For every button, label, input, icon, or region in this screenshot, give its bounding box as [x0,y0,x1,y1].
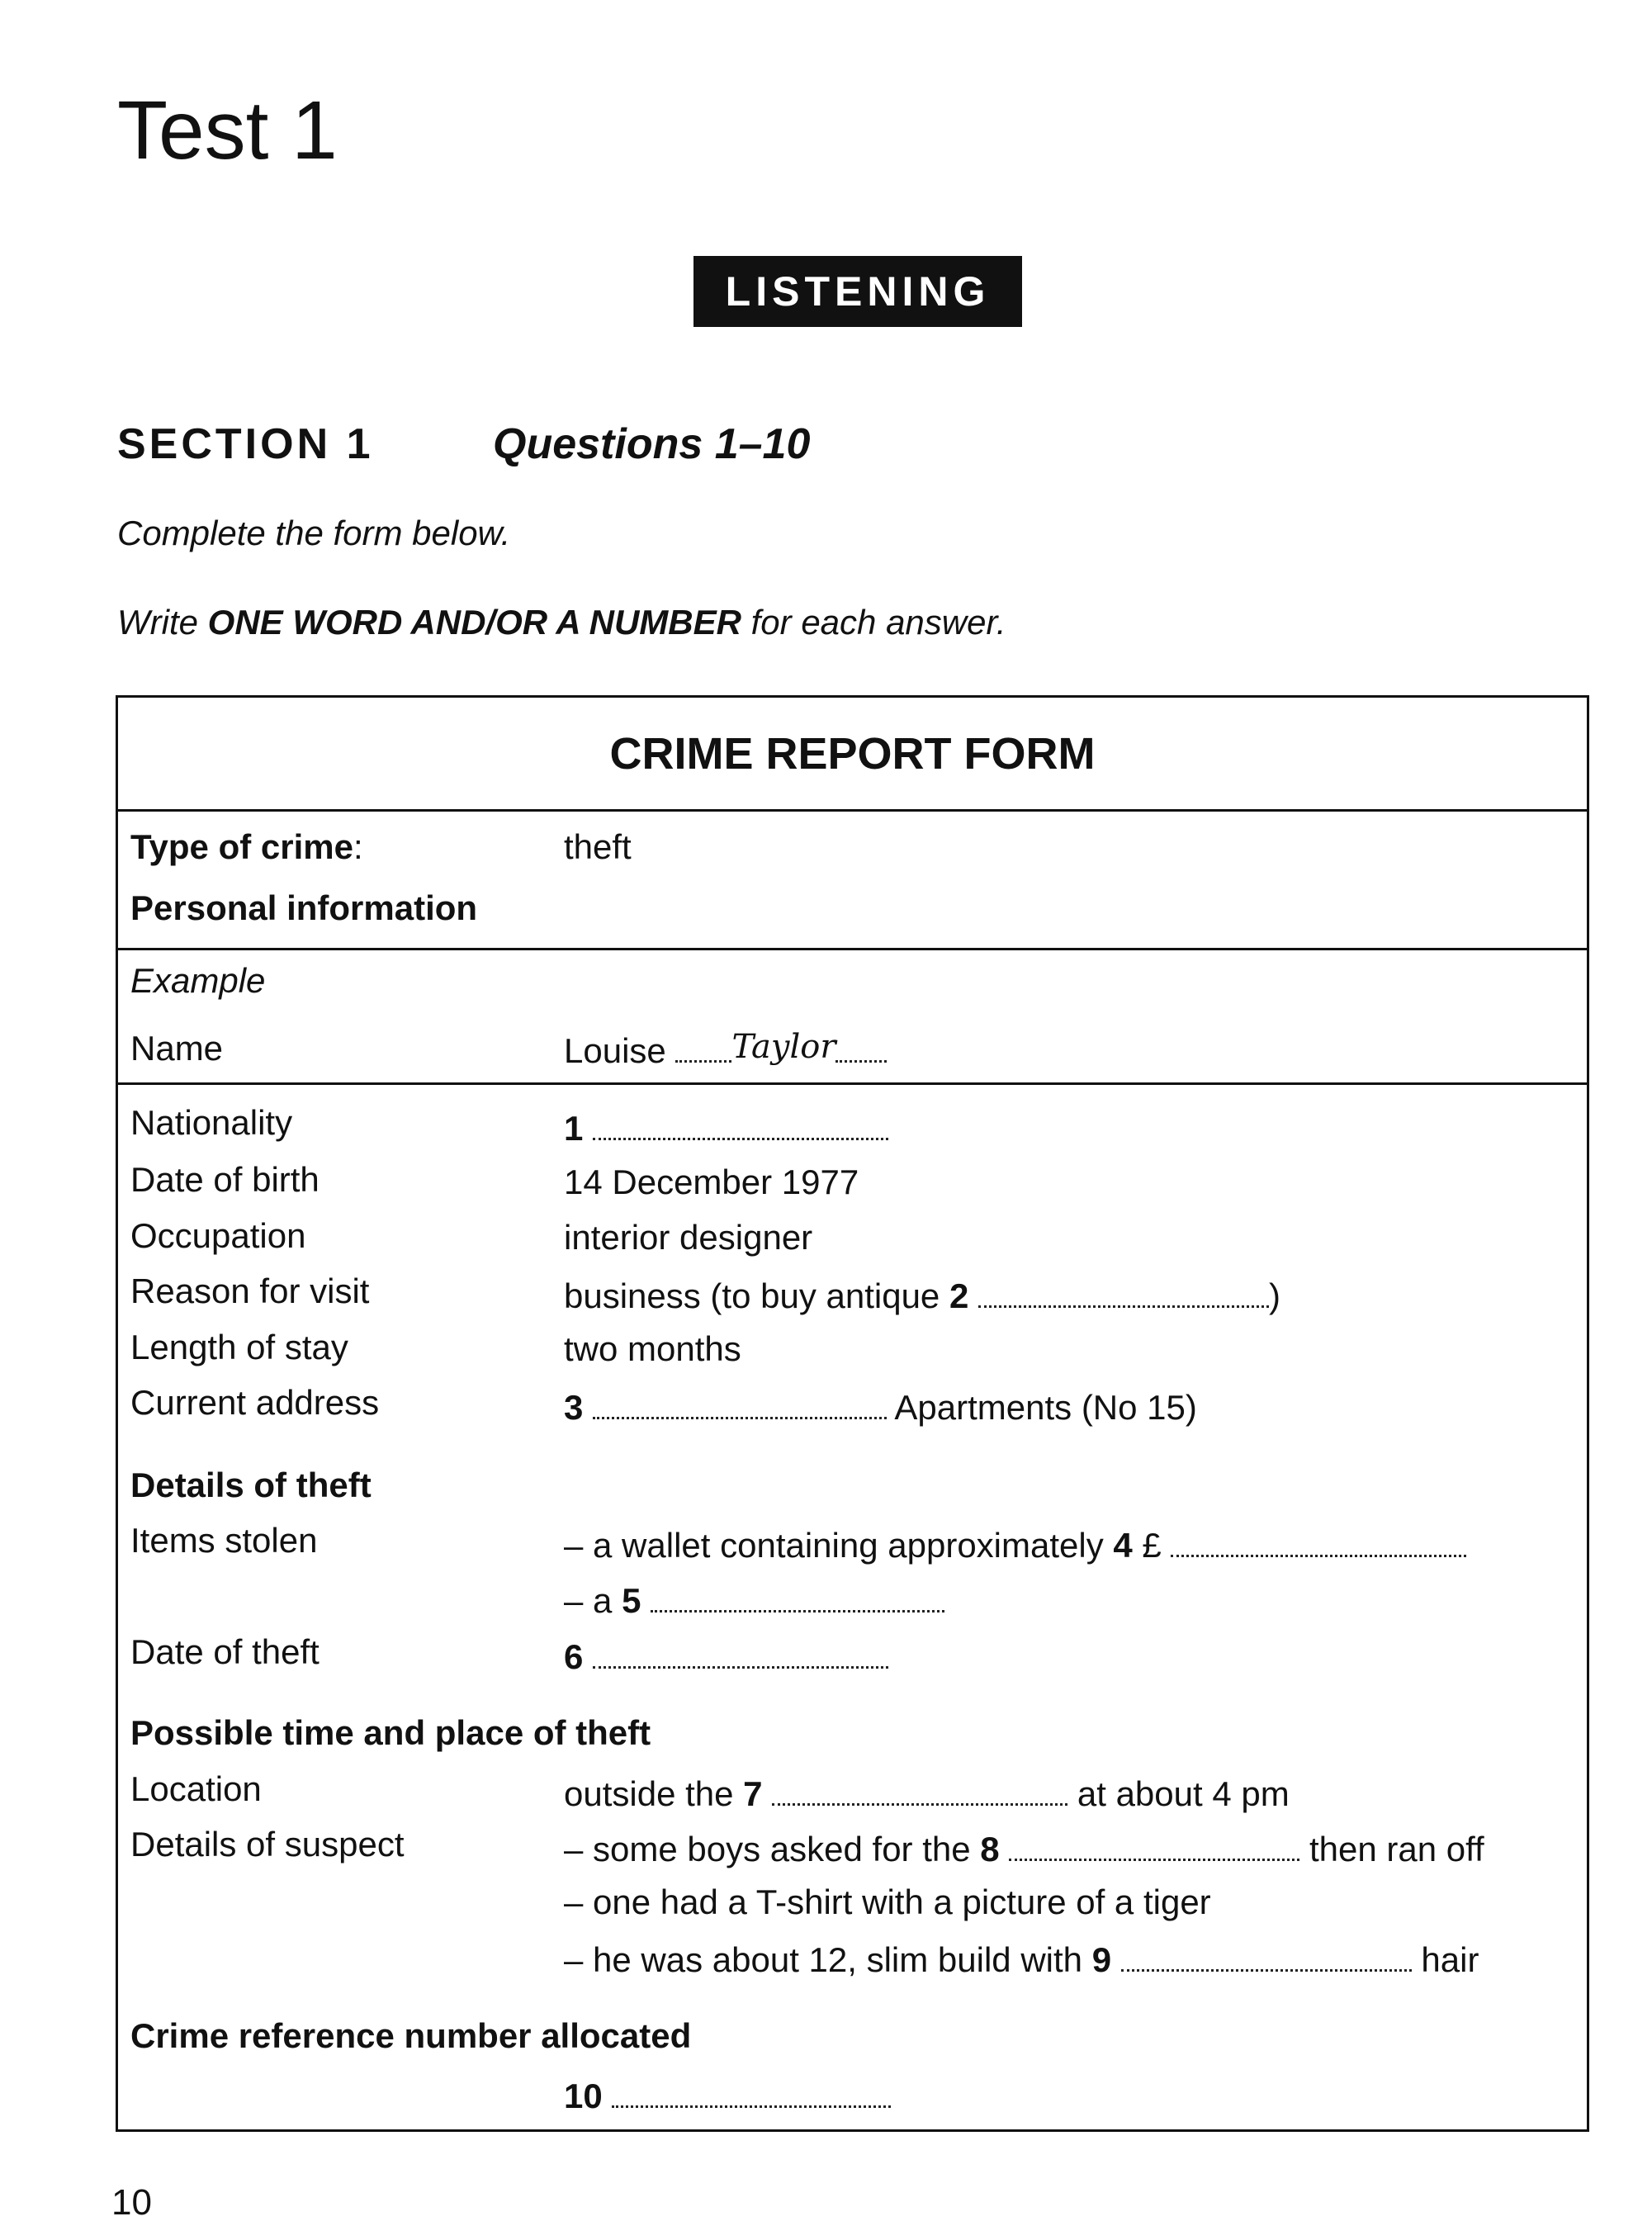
question-number: 2 [949,1276,969,1315]
items-stolen-label: Items stolen [130,1521,318,1560]
occupation-label: Occupation [130,1216,306,1255]
personal-information-heading: Personal information [130,888,478,927]
questions-label: Questions 1–10 [493,420,811,468]
instruction-write-bold: ONE WORD AND/OR A NUMBER [207,603,741,642]
suspect-3-suffix: hair [1421,1939,1479,1979]
page-number: 10 [111,2182,152,2223]
details-of-suspect-label: Details of suspect [130,1825,405,1864]
name-value [564,1029,887,1071]
answer-9-blank[interactable] [1121,1938,1412,1972]
answer-7-blank[interactable] [772,1772,1067,1806]
type-of-crime-colon: : [353,827,363,866]
section-label: SECTION 1 [117,420,374,468]
length-of-stay-label: Length of stay [130,1328,348,1366]
address-suffix: Apartments (No 15) [894,1387,1197,1427]
length-of-stay-value: two months [564,1329,741,1368]
question-number: 6 [564,1636,584,1676]
suspect-1-prefix: – some boys asked for the [564,1829,981,1868]
location-label: Location [130,1769,262,1808]
name-label: Name [130,1029,224,1068]
question-number: 5 [622,1580,641,1620]
answer-2-blank[interactable] [978,1274,1269,1308]
answer-5-field[interactable] [564,1579,944,1621]
crime-reference-heading: Crime reference number allocated [130,2016,692,2055]
currency-symbol: £ [1142,1525,1162,1565]
answer-6-blank[interactable] [593,1635,888,1669]
type-of-crime-label [130,827,363,867]
question-number: 8 [980,1829,1000,1868]
answer-4-blank[interactable] [1171,1523,1466,1557]
date-of-birth-label: Date of birth [130,1160,320,1199]
instruction-write-prefix: Write [117,603,208,642]
example-label: Example [130,961,266,1000]
listening-banner: LISTENING [693,256,1022,327]
answer-7-field[interactable] [564,1772,1290,1814]
question-number: 3 [564,1387,584,1427]
question-number: 9 [1091,1939,1112,1979]
answer-1-blank[interactable] [593,1106,888,1140]
answer-6-field[interactable] [564,1635,888,1677]
reason-suffix: ) [1269,1276,1280,1315]
answer-5-blank[interactable] [651,1579,944,1613]
name-first: Louise [564,1030,666,1070]
answer-9-field[interactable] [564,1938,1479,1980]
answer-1-field[interactable] [564,1106,888,1148]
type-of-crime-value: theft [564,827,632,866]
test-title: Test 1 [117,84,338,177]
question-number: 4 [1113,1525,1133,1565]
form-divider [116,948,1589,950]
form-divider [116,809,1589,812]
answer-2-field[interactable] [564,1274,1280,1316]
occupation-value: interior designer [564,1218,813,1257]
nationality-label: Nationality [130,1103,293,1142]
form-divider [116,1082,1589,1085]
answer-8-blank[interactable] [1009,1827,1299,1861]
details-of-theft-heading: Details of theft [130,1466,372,1504]
location-prefix: outside the [564,1774,744,1813]
date-of-theft-label: Date of theft [130,1632,320,1671]
question-number: 1 [564,1108,584,1148]
question-number: 10 [564,2076,603,2115]
suspect-1-suffix: then ran off [1309,1829,1484,1868]
dotted-line [675,1029,731,1063]
reason-for-visit-label: Reason for visit [130,1272,370,1310]
item-2-prefix: – a [564,1580,622,1620]
reason-prefix: business (to buy antique [564,1276,949,1315]
suspect-3-prefix: – he was about 12, slim build with [564,1939,1092,1979]
suspect-detail-2: – one had a T-shirt with a picture of a tiger [564,1882,1211,1921]
time-and-place-heading: Possible time and place of theft [130,1713,651,1752]
answer-4-field[interactable] [564,1523,1466,1565]
instruction-complete-form: Complete the form below. [117,514,511,552]
question-number: 7 [743,1774,763,1813]
location-suffix: at about 4 pm [1077,1774,1290,1813]
current-address-label: Current address [130,1383,380,1422]
dotted-line [835,1029,887,1063]
type-of-crime-label-text: Type of crime [130,827,353,866]
answer-3-blank[interactable] [593,1385,887,1419]
answer-3-field[interactable] [564,1385,1197,1428]
answer-10-blank[interactable] [612,2074,891,2108]
answer-10-field[interactable] [564,2074,891,2116]
answer-8-field[interactable] [564,1827,1484,1869]
item-1-prefix: – a wallet containing approximately [564,1525,1114,1565]
example-answer: Taylor [731,1027,836,1066]
instruction-write [117,603,1006,642]
date-of-birth-value: 14 December 1977 [564,1163,859,1201]
form-title: CRIME REPORT FORM [609,729,1096,779]
instruction-write-suffix: for each answer. [741,603,1006,642]
